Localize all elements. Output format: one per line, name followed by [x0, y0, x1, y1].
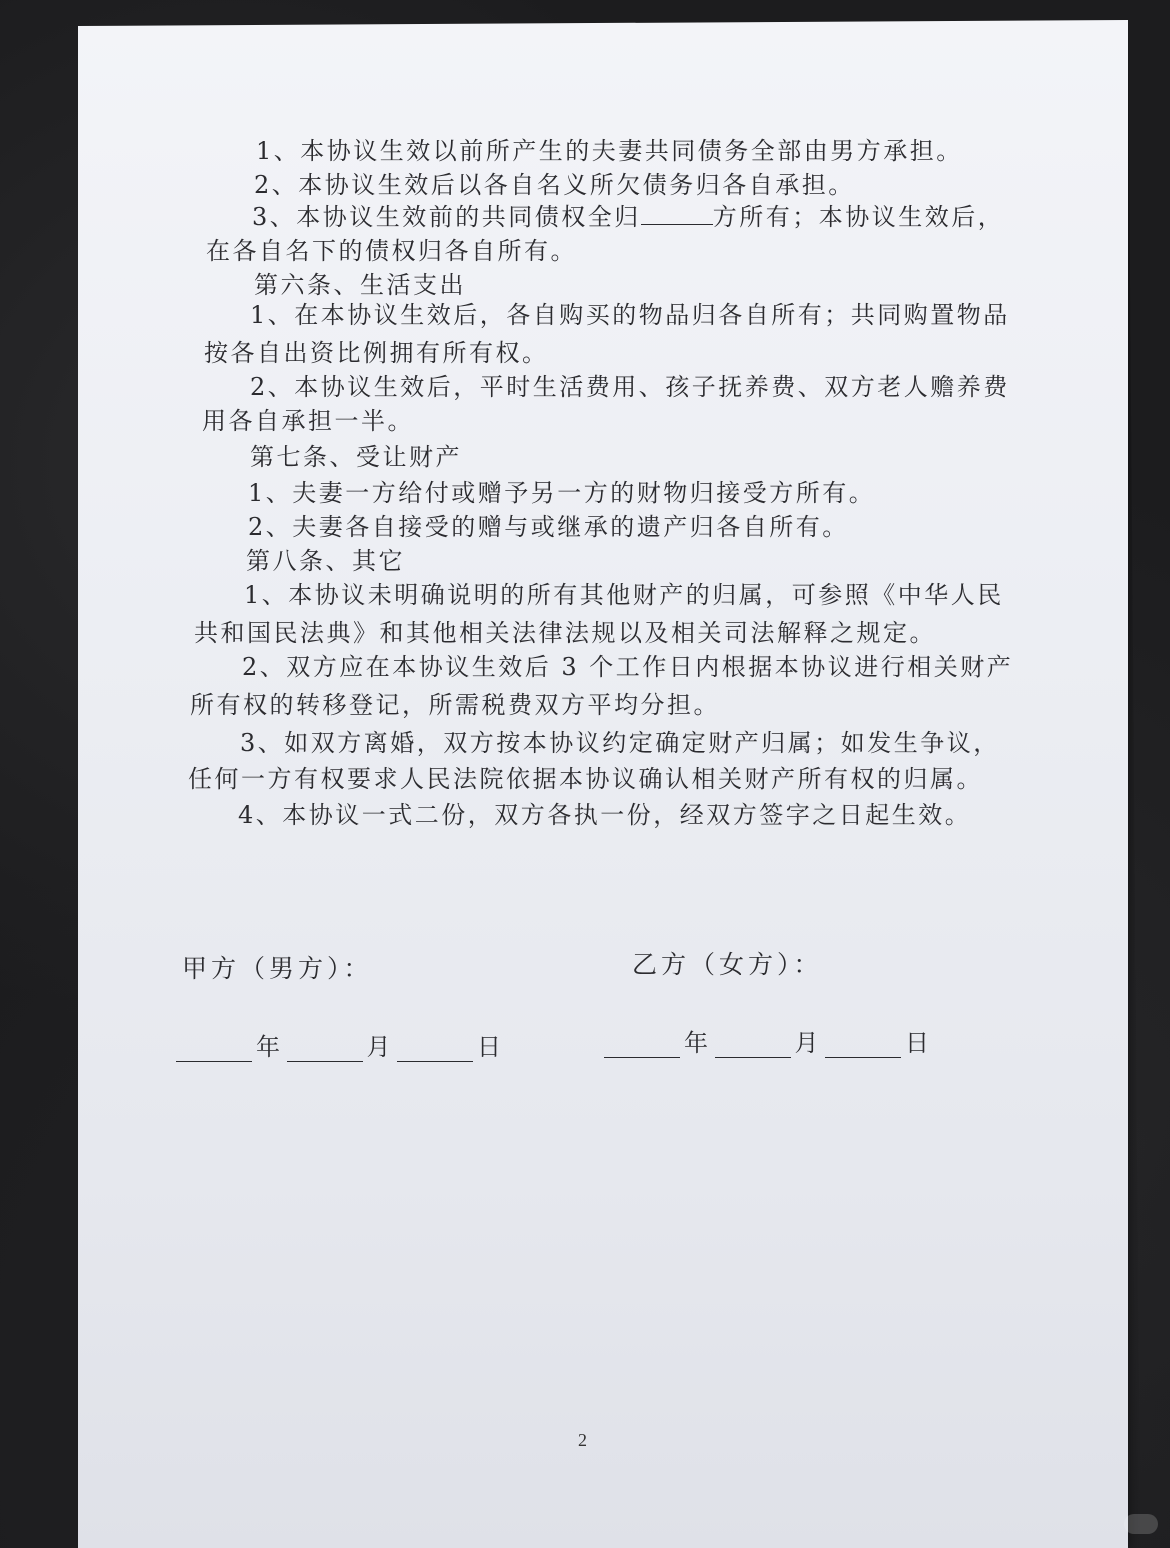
article-8-item-1: 1、本协议未明确说明的所有其他财产的归属，可参照《中华人民 [244, 581, 1004, 609]
article-8-item-2: 2、双方应在本协议生效后 3 个工作日内根据本协议进行相关财产 [242, 653, 1014, 681]
article-8-item-4: 4、本协议一式二份，双方各执一份，经双方签字之日起生效。 [238, 801, 972, 829]
article-8-item-3-continued: 任何一方有权要求人民法院依据本协议确认相关财产所有权的归属。 [188, 765, 983, 793]
party-a-signature-label: 甲方（男方）： [182, 954, 373, 983]
party-b-signature-label: 乙方（女方）： [632, 950, 823, 979]
clause-5-item-3 [252, 202, 1004, 232]
party-a-month-label: 月 [366, 1033, 393, 1061]
party-b-year-label: 年 [684, 1029, 711, 1057]
article-6-item-2-continued: 用各自承担一半。 [202, 407, 414, 435]
watermark-badge [1124, 1514, 1158, 1534]
article-6-item-1-continued: 按各自出资比例拥有所有权。 [204, 339, 549, 367]
party-b-month-blank[interactable] [715, 1031, 791, 1058]
article-8-heading: 第八条、其它 [246, 547, 405, 575]
article-6-item-1: 1、在本协议生效后，各自购买的物品归各自所有；共同购置物品 [250, 301, 1010, 329]
page-number: 2 [578, 1430, 590, 1450]
article-8-item-2-continued: 所有权的转移登记，所需税费双方平均分担。 [190, 691, 720, 719]
clause-5-item-1: 1、本协议生效以前所产生的夫妻共同债务全部由男方承担。 [256, 137, 963, 165]
article-8-item-3: 3、如双方离婚，双方按本协议约定确定财产归属；如发生争议， [240, 729, 1000, 757]
article-8-item-1-continued: 共和国民法典》和其他相关法律法规以及相关司法解释之规定。 [194, 619, 936, 647]
party-b-date-row [604, 1028, 932, 1058]
creditor-party-blank[interactable] [641, 202, 713, 225]
article-6-item-2: 2、本协议生效后，平时生活费用、孩子抚养费、双方老人赡养费 [250, 373, 1010, 401]
party-b-month-label: 月 [794, 1029, 821, 1057]
article-7-item-1: 1、夫妻一方给付或赠予另一方的财物归接受方所有。 [248, 479, 876, 507]
clause-5-item-3-text-b: 方所有；本协议生效后， [712, 203, 1005, 231]
article-6-heading: 第六条、生活支出 [254, 271, 466, 299]
party-b-day-blank[interactable] [825, 1031, 901, 1058]
clause-5-item-3-continued: 在各自名下的债权归各自所有。 [206, 237, 577, 265]
party-b-year-blank[interactable] [604, 1031, 680, 1058]
party-a-day-label: 日 [477, 1033, 504, 1061]
article-7-item-2: 2、夫妻各自接受的赠与或继承的遗产归各自所有。 [248, 513, 849, 541]
party-a-year-label: 年 [256, 1033, 283, 1061]
party-a-day-blank[interactable] [397, 1035, 473, 1062]
party-a-month-blank[interactable] [287, 1035, 363, 1062]
clause-5-item-3-text-a: 3、本协议生效前的共同债权全归 [252, 203, 641, 231]
article-7-heading: 第七条、受让财产 [250, 443, 462, 471]
clause-5-item-2: 2、本协议生效后以各自名义所欠债务归各自承担。 [254, 171, 855, 199]
party-a-year-blank[interactable] [176, 1035, 252, 1062]
party-a-date-row [176, 1032, 504, 1062]
party-b-day-label: 日 [905, 1029, 932, 1057]
